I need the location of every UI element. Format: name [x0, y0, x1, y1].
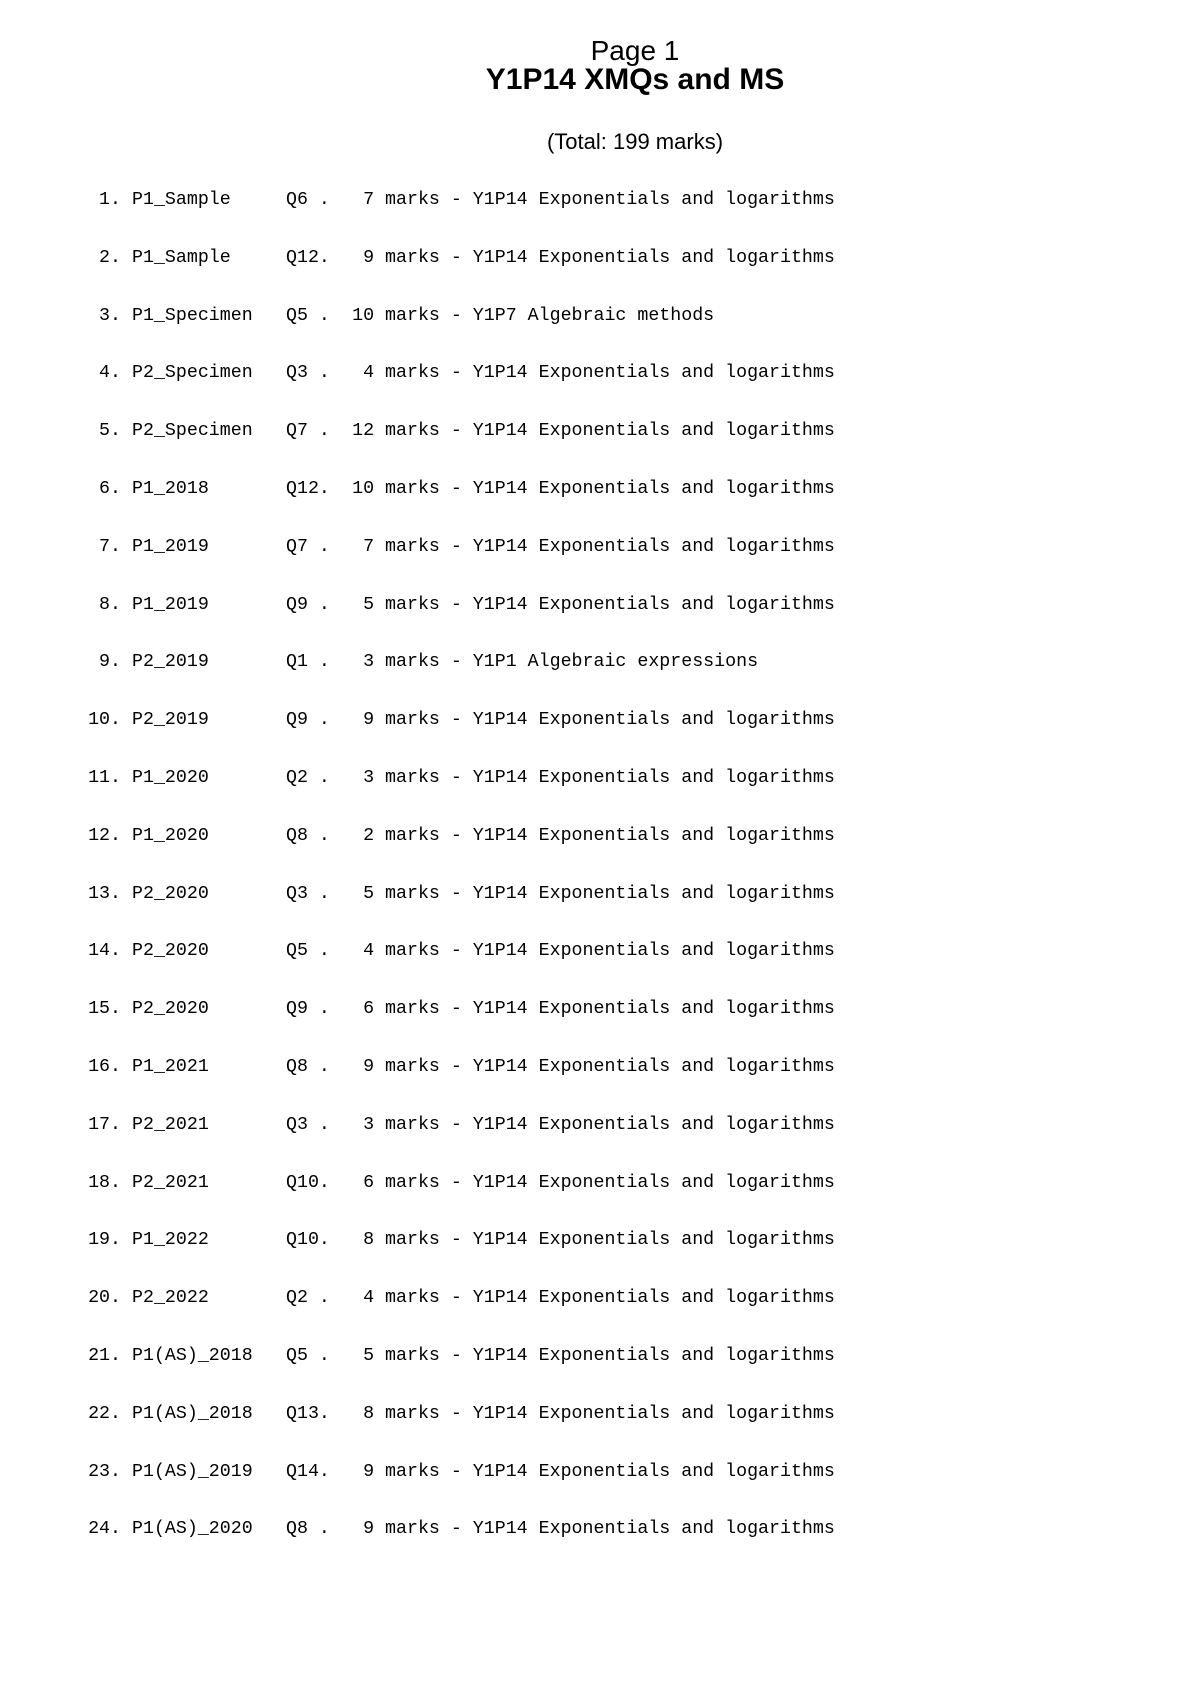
paper-name: P1(AS)_2018: [132, 1403, 253, 1424]
list-item: [66, 939, 835, 997]
question-number: Q9 .: [286, 710, 330, 731]
question-number: Q7 .: [286, 536, 330, 557]
list-item: [66, 1171, 835, 1229]
item-number: 4.: [99, 363, 121, 384]
question-number: Q3 .: [286, 363, 330, 384]
topic-name: - Y1P14 Exponentials and logarithms: [439, 1056, 835, 1077]
question-number: Q1 .: [286, 652, 330, 673]
marks-value: 8 marks: [363, 1230, 440, 1251]
marks-value: 9 marks: [363, 1519, 440, 1540]
list-item: [66, 997, 835, 1055]
topic-name: - Y1P14 Exponentials and logarithms: [439, 1230, 835, 1251]
paper-name: P1_2020: [132, 767, 209, 788]
topic-name: - Y1P14 Exponentials and logarithms: [439, 478, 835, 499]
topic-name: - Y1P14 Exponentials and logarithms: [439, 1519, 835, 1540]
paper-name: P1_2019: [132, 536, 209, 557]
paper-name: P1_2021: [132, 1056, 209, 1077]
paper-name: P2_2021: [132, 1172, 209, 1193]
list-item: [66, 188, 835, 246]
paper-name: P2_2022: [132, 1288, 209, 1309]
topic-name: - Y1P14 Exponentials and logarithms: [439, 710, 835, 731]
item-number: 1.: [99, 190, 121, 210]
marks-value: 9 marks: [363, 1461, 440, 1482]
question-number: Q10.: [286, 1230, 330, 1251]
question-number: Q8 .: [286, 1519, 330, 1540]
paper-name: P1_2018: [132, 478, 209, 499]
item-number: 12.: [88, 825, 121, 846]
marks-value: 4 marks: [363, 1288, 440, 1309]
question-number: Q12.: [286, 478, 330, 499]
marks-value: 12 marks: [352, 421, 440, 442]
paper-name: P2_2019: [132, 710, 209, 731]
item-number: 8.: [99, 594, 121, 615]
marks-value: 10 marks: [352, 478, 440, 499]
paper-name: P2_Specimen: [132, 421, 253, 442]
marks-value: 5 marks: [363, 883, 440, 904]
marks-value: 9 marks: [363, 247, 440, 268]
list-item: [66, 419, 835, 477]
item-number: 14.: [88, 941, 121, 962]
list-item: [66, 246, 835, 304]
paper-name: P1(AS)_2020: [132, 1519, 253, 1540]
question-number: Q2 .: [286, 1288, 330, 1309]
item-number: 6.: [99, 478, 121, 499]
marks-value: 9 marks: [363, 1056, 440, 1077]
list-item: [66, 1055, 835, 1113]
topic-name: - Y1P14 Exponentials and logarithms: [439, 190, 835, 210]
paper-name: P2_2021: [132, 1114, 209, 1135]
paper-name: P2_2019: [132, 652, 209, 673]
question-number: Q7 .: [286, 421, 330, 442]
list-item: [66, 766, 835, 824]
list-item: [66, 304, 835, 362]
list-item: [66, 361, 835, 419]
paper-name: P2_2020: [132, 883, 209, 904]
question-number: Q13.: [286, 1403, 330, 1424]
topic-name: - Y1P14 Exponentials and logarithms: [439, 421, 835, 442]
question-number: Q9 .: [286, 999, 330, 1020]
item-number: 23.: [88, 1461, 121, 1482]
question-number: Q10.: [286, 1172, 330, 1193]
list-item: [66, 1228, 835, 1286]
item-number: 21.: [88, 1345, 121, 1366]
question-list: [66, 188, 835, 1575]
item-number: 24.: [88, 1519, 121, 1540]
item-number: 15.: [88, 999, 121, 1020]
item-number: 2.: [99, 247, 121, 268]
marks-value: 4 marks: [363, 941, 440, 962]
question-number: Q5 .: [286, 941, 330, 962]
question-number: Q8 .: [286, 1056, 330, 1077]
paper-name: P1_Sample: [132, 247, 231, 268]
topic-name: - Y1P14 Exponentials and logarithms: [439, 536, 835, 557]
topic-name: - Y1P14 Exponentials and logarithms: [439, 767, 835, 788]
marks-value: 5 marks: [363, 1345, 440, 1366]
paper-name: P2_2020: [132, 941, 209, 962]
paper-name: P1_2022: [132, 1230, 209, 1251]
marks-value: 4 marks: [363, 363, 440, 384]
question-number: Q5 .: [286, 1345, 330, 1366]
question-number: Q14.: [286, 1461, 330, 1482]
question-number: Q9 .: [286, 594, 330, 615]
page-header: [0, 36, 1200, 96]
question-number: Q5 .: [286, 305, 330, 326]
question-number: Q6 .: [286, 190, 330, 210]
question-number: Q8 .: [286, 825, 330, 846]
item-number: 5.: [99, 421, 121, 442]
item-number: 11.: [88, 767, 121, 788]
list-item: [66, 535, 835, 593]
list-item: [66, 1286, 835, 1344]
item-number: 17.: [88, 1114, 121, 1135]
marks-value: 6 marks: [363, 1172, 440, 1193]
item-number: 20.: [88, 1288, 121, 1309]
marks-value: 10 marks: [352, 305, 440, 326]
question-number: Q3 .: [286, 883, 330, 904]
marks-value: 3 marks: [363, 1114, 440, 1135]
list-item: [66, 1517, 835, 1575]
topic-name: - Y1P14 Exponentials and logarithms: [439, 594, 835, 615]
marks-value: 6 marks: [363, 999, 440, 1020]
topic-name: - Y1P14 Exponentials and logarithms: [439, 1403, 835, 1424]
total-marks: (Total: 199 marks): [546, 129, 724, 154]
paper-name: P2_Specimen: [132, 363, 253, 384]
topic-name: - Y1P14 Exponentials and logarithms: [439, 1288, 835, 1309]
document-title: Y1P14 XMQs and MS: [485, 63, 785, 96]
item-number: 9.: [99, 652, 121, 673]
topic-name: - Y1P14 Exponentials and logarithms: [439, 883, 835, 904]
marks-value: 3 marks: [363, 652, 440, 673]
paper-name: P1(AS)_2019: [132, 1461, 253, 1482]
list-item: [66, 708, 835, 766]
topic-name: - Y1P14 Exponentials and logarithms: [439, 999, 835, 1020]
question-number: Q2 .: [286, 767, 330, 788]
list-item: [66, 1402, 835, 1460]
item-number: 16.: [88, 1056, 121, 1077]
item-number: 13.: [88, 883, 121, 904]
topic-name: - Y1P14 Exponentials and logarithms: [439, 1172, 835, 1193]
topic-name: - Y1P14 Exponentials and logarithms: [439, 941, 835, 962]
marks-value: 7 marks: [363, 536, 440, 557]
marks-value: 7 marks: [363, 190, 440, 210]
marks-value: 9 marks: [363, 710, 440, 731]
item-number: 19.: [88, 1230, 121, 1251]
paper-name: P1(AS)_2018: [132, 1345, 253, 1366]
topic-name: - Y1P14 Exponentials and logarithms: [439, 1114, 835, 1135]
paper-name: P1_Specimen: [132, 305, 253, 326]
list-item: [66, 650, 835, 708]
topic-name: - Y1P14 Exponentials and logarithms: [439, 1345, 835, 1366]
topic-name: - Y1P14 Exponentials and logarithms: [439, 825, 835, 846]
list-item: [66, 1344, 835, 1402]
topic-name: - Y1P14 Exponentials and logarithms: [439, 1461, 835, 1482]
marks-value: 8 marks: [363, 1403, 440, 1424]
list-item: [66, 1113, 835, 1171]
page-number-label: Page 1: [590, 35, 680, 66]
list-item: [66, 593, 835, 651]
paper-name: P1_2020: [132, 825, 209, 846]
list-item: [66, 824, 835, 882]
list-item: [66, 1460, 835, 1518]
marks-value: 2 marks: [363, 825, 440, 846]
paper-name: P1_Sample: [132, 190, 231, 210]
question-number: Q12.: [286, 247, 330, 268]
topic-name: - Y1P14 Exponentials and logarithms: [439, 247, 835, 268]
topic-name: - Y1P1 Algebraic expressions: [439, 652, 759, 673]
list-item: [66, 477, 835, 535]
item-number: 10.: [88, 710, 121, 731]
question-number: Q3 .: [286, 1114, 330, 1135]
marks-value: 3 marks: [363, 767, 440, 788]
item-number: 22.: [88, 1403, 121, 1424]
item-number: 7.: [99, 536, 121, 557]
topic-name: - Y1P14 Exponentials and logarithms: [439, 363, 835, 384]
item-number: 18.: [88, 1172, 121, 1193]
marks-value: 5 marks: [363, 594, 440, 615]
item-number: 3.: [99, 305, 121, 326]
paper-name: P1_2019: [132, 594, 209, 615]
paper-name: P2_2020: [132, 999, 209, 1020]
topic-name: - Y1P7 Algebraic methods: [439, 305, 715, 326]
list-item: [66, 882, 835, 940]
